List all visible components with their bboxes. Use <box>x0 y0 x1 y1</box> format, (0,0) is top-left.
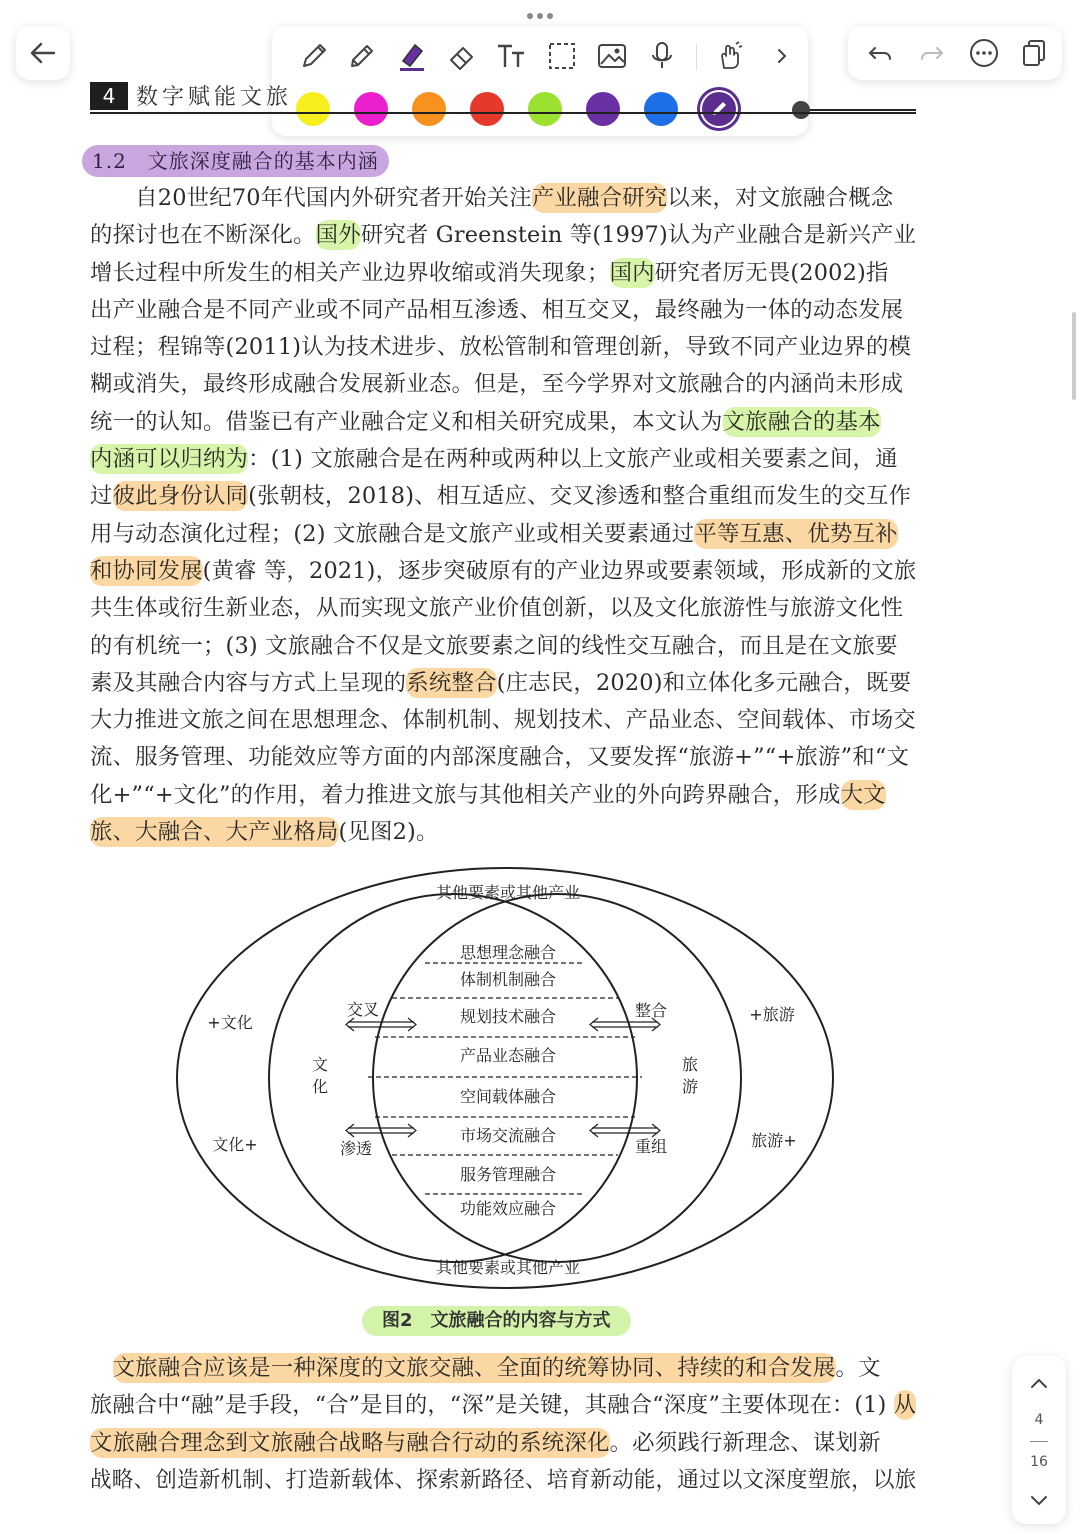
slider-track <box>802 109 916 111</box>
mic-tool-button[interactable] <box>640 34 684 78</box>
color-swatch-red[interactable] <box>470 92 504 126</box>
stroke-width-slider[interactable] <box>792 98 916 122</box>
more-icon <box>968 37 1000 69</box>
label-tourism-plus: 旅游+ <box>751 1131 797 1150</box>
lasso-icon <box>546 40 578 72</box>
slider-thumb[interactable] <box>792 101 810 119</box>
text-line <box>90 441 916 478</box>
text-icon <box>495 40 529 72</box>
edit-pen-icon <box>700 90 738 128</box>
color-swatch-orange[interactable] <box>412 92 446 126</box>
header-rule <box>90 112 916 114</box>
text-segment: 过程；程锦等(2011)认为技术进步、放松管制和管理创新，导致不同产业边界的模 <box>90 334 912 361</box>
color-swatch-purple[interactable] <box>586 92 620 126</box>
layer-5: 空间载体融合 <box>459 1087 557 1106</box>
undo-icon <box>866 39 894 67</box>
layer-separators <box>368 963 642 1194</box>
gesture-tool-button[interactable] <box>708 34 752 78</box>
highlight-orange: 彼此身份认同 <box>112 483 249 510</box>
chevron-down-icon <box>1027 1488 1051 1512</box>
highlight-green: 国内 <box>609 259 655 286</box>
text-line <box>90 665 916 702</box>
label-culture-plus: 文化+ <box>212 1135 258 1154</box>
text-line <box>90 739 916 776</box>
pen-icon <box>298 40 330 72</box>
scrollbar-thumb[interactable] <box>1072 312 1076 400</box>
label-outer-top: 其他要素或其他产业 <box>435 883 581 902</box>
more-button[interactable] <box>962 31 1006 75</box>
highlight-orange: 文旅融合理念到文旅融合战略与融合行动的系统深化 <box>90 1429 610 1456</box>
text-segment: 的探讨也在不断深化。 <box>90 222 316 249</box>
layer-2: 体制机制融合 <box>459 970 557 989</box>
pager-divider <box>1030 1441 1048 1442</box>
label-integrate: 整合 <box>634 1001 668 1020</box>
toolbar-divider <box>696 44 697 70</box>
highlight-orange: 从 <box>893 1392 917 1419</box>
label-plus-tourism: +旅游 <box>749 1005 795 1024</box>
image-icon <box>596 40 628 72</box>
eraser-icon <box>446 40 478 72</box>
page-navigator <box>1012 1356 1066 1524</box>
text-segment: ：(1) 文旅融合是在两种或两种以上文旅产业或相关要素之间，通 <box>248 446 898 473</box>
paragraph-2 <box>90 1350 916 1499</box>
highlight-orange: 大文 <box>840 781 886 808</box>
text-segment: 旅融合中“融”是手段，“合”是目的，“深”是关键，其融合“深度”主要体现在：(1) <box>90 1392 894 1419</box>
running-header-title: 数字赋能文旅 <box>136 85 293 110</box>
image-tool-button[interactable] <box>590 34 634 78</box>
highlight-green: 文旅融合的基本 <box>722 408 881 435</box>
undo-button[interactable] <box>858 31 902 75</box>
text-line <box>90 217 915 254</box>
paragraph-1 <box>90 180 916 851</box>
highlighter-icon <box>395 39 429 73</box>
text-segment: 增长过程中所发生的相关产业边界收缩或消失现象； <box>90 259 610 286</box>
pages-icon <box>1019 38 1049 68</box>
text-segment: 用与动态演化过程；(2) 文旅融合是文旅产业或相关要素通过 <box>90 520 695 547</box>
text-segment: 研究者 Greenstein 等(1997)认为产业融合是新兴产业 <box>360 222 917 249</box>
text-segment: 过 <box>90 483 113 510</box>
color-swatch-magenta[interactable] <box>354 92 388 126</box>
text-segment: (黄睿 等，2021)，逐步突破原有的产业边界或要素领域，形成新的文旅 <box>202 557 917 584</box>
text-line <box>90 478 916 515</box>
text-segment: 大力推进文旅之间在思想理念、体制机制、规划技术、产品业态、空间载体、市场交 <box>90 707 916 734</box>
layer-6: 市场交流融合 <box>459 1126 557 1145</box>
redo-button[interactable] <box>910 31 954 75</box>
text-segment: 流、服务管理、功能效应等方面的内部深度融合，又要发挥“旅游+”“+旅游”和“文 <box>90 744 910 771</box>
highlight-orange: 系统整合 <box>406 669 497 696</box>
color-swatch-yellow[interactable] <box>296 92 330 126</box>
text-segment: 自20世纪70年代国内外研究者开始关注 <box>90 185 532 211</box>
highlight-orange: 平等互惠、优势互补 <box>694 520 898 547</box>
text-line <box>90 329 916 366</box>
running-header <box>136 80 292 111</box>
text-segment: 素及其融合内容与方式上呈现的 <box>90 669 407 696</box>
text-segment: (见图2)。 <box>338 819 439 846</box>
text-line <box>90 628 916 665</box>
redo-icon <box>918 39 946 67</box>
layer-4: 产品业态融合 <box>459 1046 557 1065</box>
label-reorganize: 重组 <box>634 1137 668 1156</box>
pencil-tool-button[interactable] <box>340 34 384 78</box>
highlight-orange: 产业融合研究 <box>531 185 668 211</box>
text-tool-button[interactable] <box>490 34 534 78</box>
text-segment: 以来，对文旅融合概念 <box>667 185 894 211</box>
custom-color-button[interactable] <box>700 90 738 128</box>
highlight-orange: 文旅融合应该是一种深度的文旅交融、全面的统筹协同、持续的和合发展 <box>112 1355 836 1381</box>
text-line <box>90 516 916 553</box>
text-line <box>90 1387 917 1424</box>
label-culture-circle: 文化 <box>311 1055 329 1096</box>
layer-3: 规划技术融合 <box>459 1007 557 1026</box>
text-line <box>90 1462 917 1499</box>
label-cross: 交叉 <box>346 1000 380 1019</box>
text-segment: 。必须践行新理念、谋划新 <box>609 1429 881 1456</box>
color-swatch-green[interactable] <box>528 92 562 126</box>
current-page: 4 <box>1034 1412 1044 1428</box>
text-segment: 的有机统一；(3) 文旅融合不仅是文旅要素之间的线性交互融合，而且是在文旅要 <box>90 632 898 659</box>
chevron-up-icon <box>1027 1372 1051 1396</box>
pen-tool-button[interactable] <box>292 34 336 78</box>
label-tourism-circle: 旅游 <box>681 1055 699 1096</box>
highlight-green: 国外 <box>315 222 361 249</box>
label-outer-bottom: 其他要素或其他产业 <box>435 1258 581 1277</box>
text-line <box>90 702 916 739</box>
text-segment: 统一的认知。借鉴已有产业融合定义和相关研究成果，本文认为 <box>90 408 723 435</box>
label-plus-culture: +文化 <box>207 1013 253 1032</box>
prev-page-button[interactable] <box>1019 1364 1059 1404</box>
text-segment: 。文 <box>835 1355 881 1381</box>
chapter-number: 4 <box>90 82 128 110</box>
label-penetrate: 渗透 <box>339 1139 373 1158</box>
outer-ellipse <box>177 868 833 1288</box>
toolbar-expand-button[interactable] <box>764 34 800 78</box>
total-pages: 16 <box>1030 1454 1048 1470</box>
text-line <box>90 777 916 814</box>
text-segment: 共生体或衍生新业态，从而实现文旅产业价值创新，以及文化旅游性与旅游文化性 <box>90 595 904 622</box>
text-segment: (庄志民，2020)和立体化多元融合，既要 <box>496 669 912 696</box>
highlight-orange: 和协同发展 <box>90 557 203 584</box>
text-segment: (张朝枝，2018)、相互适应、交叉渗透和整合重组而发生的交互作 <box>248 483 912 510</box>
text-line <box>90 814 916 851</box>
drag-handle-icon[interactable] <box>522 10 558 22</box>
mic-icon <box>646 40 678 72</box>
figure-diagram <box>170 860 840 1300</box>
text-line <box>90 404 916 441</box>
right-toolbar <box>848 26 1062 80</box>
text-segment: 糊或消失，最终形成融合发展新业态。但是，至今学界对文旅融合的内涵尚未形成 <box>90 371 904 398</box>
text-segment: 战略、创造新机制、打造新载体、探索新路径、培育新动能，通过以文深度塑旅，以旅 <box>90 1466 917 1493</box>
eraser-tool-button[interactable] <box>440 34 484 78</box>
back-button[interactable] <box>16 26 70 80</box>
text-segment <box>90 1355 113 1381</box>
color-swatch-blue[interactable] <box>644 92 678 126</box>
text-segment: 化+”“+文化”的作用，着力推进文旅与其他相关产业的外向跨界融合，形成 <box>90 781 841 808</box>
gesture-icon <box>714 40 746 72</box>
highlighter-tool-button[interactable] <box>390 34 434 78</box>
text-line <box>90 366 916 403</box>
layer-7: 服务管理融合 <box>459 1165 557 1184</box>
text-line <box>90 1425 916 1462</box>
text-segment: 研究者厉无畏(2002)指 <box>654 259 889 286</box>
highlight-green: 内涵可以归纳为 <box>90 446 249 473</box>
layer-1: 思想理念融合 <box>459 943 557 962</box>
text-segment: 出产业融合是不同产业或不同产品相互渗透、相互交叉，最终融为一体的动态发展 <box>90 296 904 323</box>
pages-button[interactable] <box>1012 31 1056 75</box>
chevron-right-icon <box>772 44 792 68</box>
pencil-icon <box>346 40 378 72</box>
figure-caption: 图2 文旅融合的内容与方式 <box>362 1306 631 1336</box>
section-title: 1.2 文旅深度融合的基本内涵 <box>82 145 389 177</box>
text-line <box>90 180 916 217</box>
layer-8: 功能效应融合 <box>459 1199 557 1218</box>
highlight-orange: 旅、大融合、大产业格局 <box>90 819 339 846</box>
text-line <box>90 590 916 627</box>
text-line <box>90 292 916 329</box>
pen-toolbar <box>272 26 808 136</box>
lasso-tool-button[interactable] <box>540 34 584 78</box>
text-line <box>90 553 917 590</box>
next-page-button[interactable] <box>1019 1480 1059 1520</box>
arrow-left-icon <box>16 26 70 80</box>
text-line <box>90 1350 916 1387</box>
text-line <box>90 255 916 292</box>
